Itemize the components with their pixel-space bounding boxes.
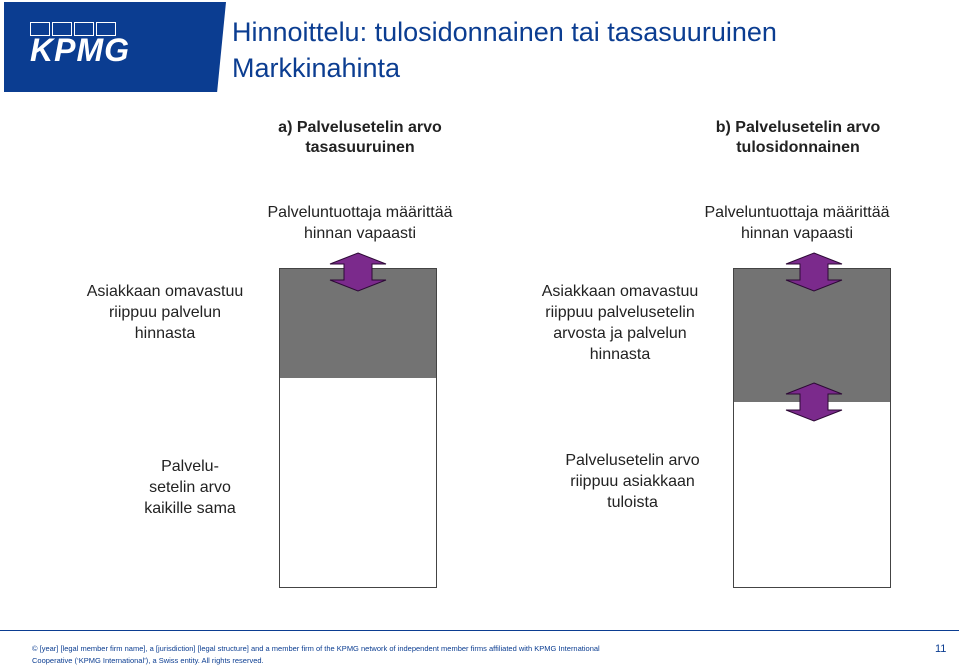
double-arrow-icon — [784, 252, 844, 292]
right-voucher-label: Palvelusetelin arvo riippuu asiakkaan tuloista — [565, 452, 700, 511]
double-arrow-icon — [784, 382, 844, 422]
right-provider-label: Palveluntuottaja määrittää hinnan vapaasti — [704, 204, 890, 242]
left-voucher-label: Palvelu- setelin arvo kaikille sama — [144, 458, 236, 517]
page-number: 11 — [935, 643, 947, 655]
left-customer-label: Asiakkaan omavastuu riippuu palvelun hinnasta — [86, 283, 244, 342]
footer-copyright: © [year] [legal member firm name], a [jurisdiction] [legal structure] and a member firm of the KPMG network of independent member firms affiliated with KPMG International Cooperative (‘KPMG International’), a Swiss entity. All rights reserved. — [32, 644, 600, 665]
right-customer-label: Asiakkaan omavastuu riippuu palvelusetelin arvosta ja palvelun hinnasta — [541, 283, 699, 363]
left-heading: a) Palvelusetelin arvo tasasuuruinen — [278, 119, 442, 156]
kpmg-logo: KPMG — [30, 32, 130, 68]
double-arrow-icon — [328, 252, 388, 292]
right-heading: b) Palvelusetelin arvo tulosidonnainen — [715, 119, 881, 156]
footer-divider — [0, 630, 959, 631]
left-provider-label: Palveluntuottaja määrittää hinnan vapaasti — [267, 204, 453, 242]
page-title: Hinnoittelu: tulosidonnainen tai tasasuuruinen Markkinahinta — [232, 17, 777, 83]
